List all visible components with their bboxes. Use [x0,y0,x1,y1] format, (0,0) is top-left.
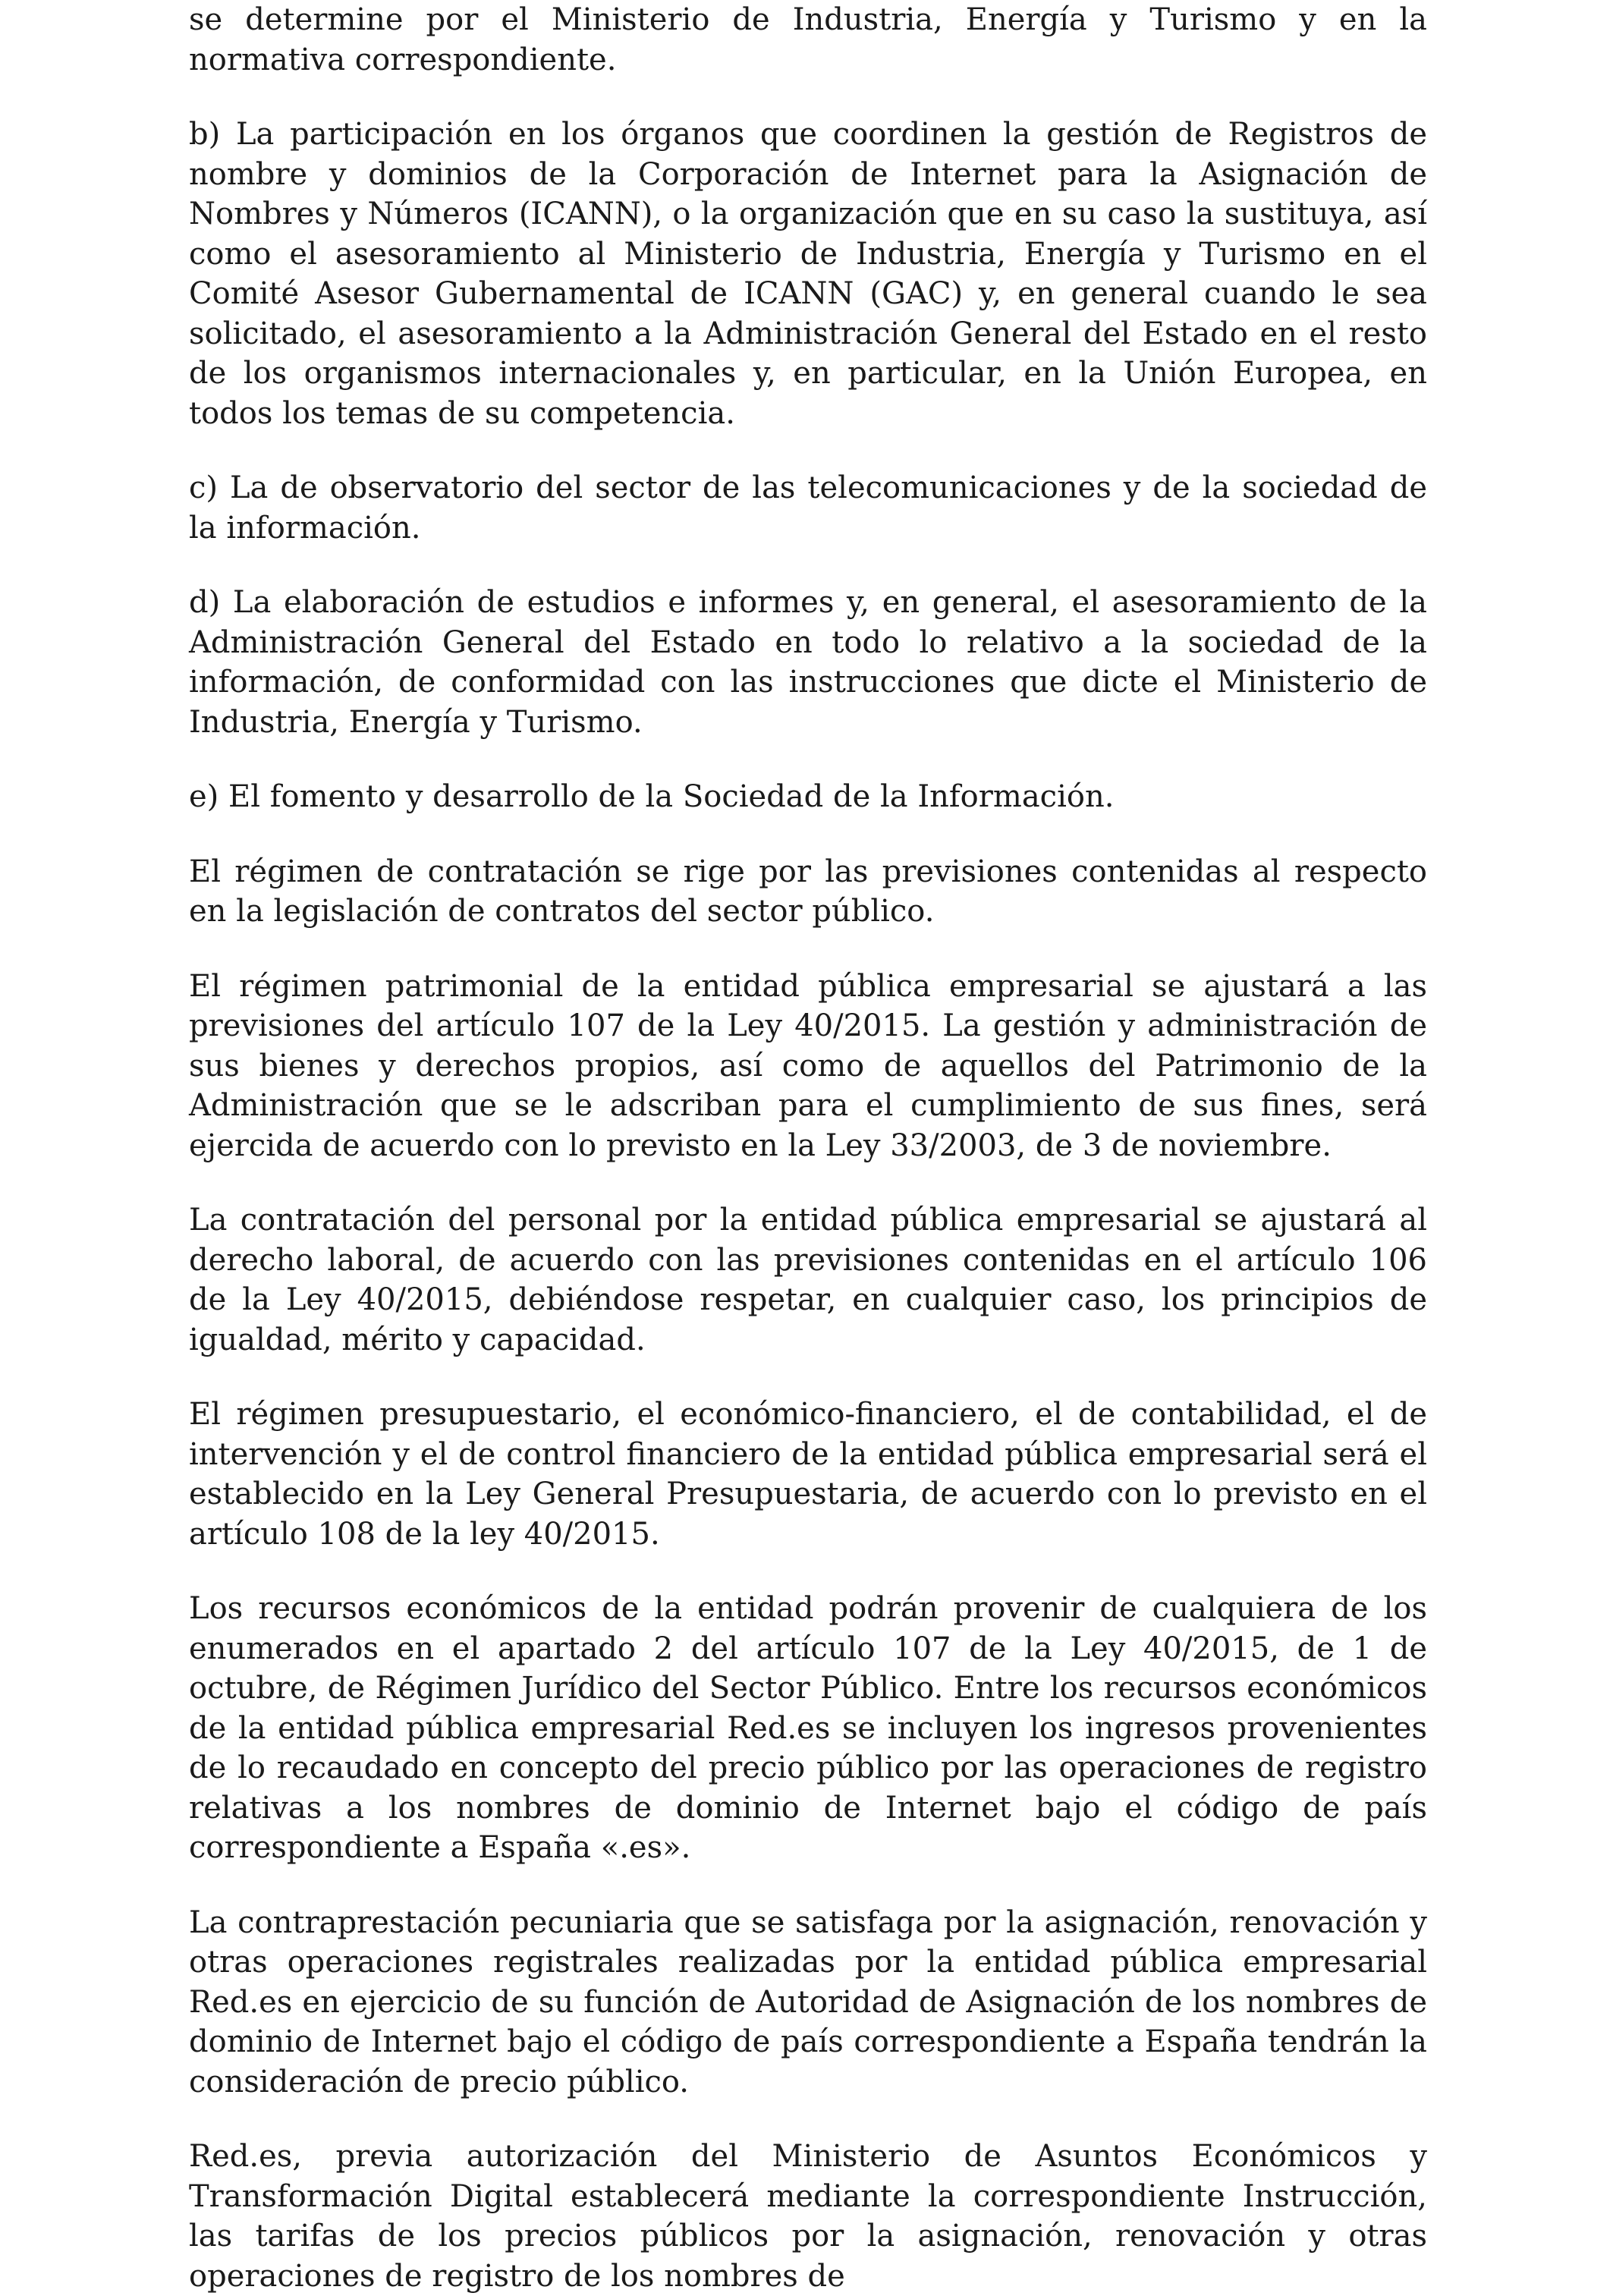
document-page [189,0,1427,2296]
paragraph-contratacion: El régimen de contratación se rige por las previsiones contenidas al respecto en la legislación de contratos del sector público. [189,854,1427,929]
paragraph-red-es-tarifas: Red.es, previa autorización del Ministerio de Asuntos Económicos y Transformación Digital establecerá mediante la correspondiente Instrucción, las tarifas de los precios públicos por la asignación, renovación y otras operaciones de registro de los nombres de [189,2139,1427,2294]
paragraph-item-b: b) La participación en los órganos que coordinen la gestión de Registros de nombre y dominios de la Corporación de Internet para la Asignación de Nombres y Números (ICANN), o la organización que en su caso la sustituya, así como el asesoramiento al Ministerio de Industria, Energía y Turismo en el Comité Asesor Gubernamental de ICANN (GAC) y, en general cuando le sea solicitado, el asesoramiento a la Administración General del Estado en el resto de los organismos internacionales y, en particular, en la Unión Europea, en todos los temas de su competencia. [189,117,1427,431]
paragraph-item-c: c) La de observatorio del sector de las telecomunicaciones y de la sociedad de la información. [189,470,1427,546]
paragraph-item-d: d) La elaboración de estudios e informes y, en general, el asesoramiento de la Administración General del Estado en todo lo relativo a la sociedad de la información, de conformidad con las instrucciones que dicte el Ministerio de Industria, Energía y Turismo. [189,585,1427,740]
paragraph-recursos-economicos: Los recursos económicos de la entidad podrán provenir de cualquiera de los enumerados en el apartado 2 del artículo 107 de la Ley 40/2015, de 1 de octubre, de Régimen Jurídico del Sector Público. Entre los recursos económicos de la entidad pública empresarial Red.es se incluyen los ingresos provenientes de lo recaudado en concepto del precio público por las operaciones de registro relativas a los nombres de dominio de Internet bajo el código de país correspondiente a España «.es». [189,1591,1427,1865]
paragraph-personal: La contratación del personal por la entidad pública empresarial se ajustará al derecho laboral, de acuerdo con las previsiones contenidas en el artículo 106 de la Ley 40/2015, debiéndose respetar, en cualquier caso, los principios de igualdad, mérito y capacidad. [189,1203,1427,1357]
paragraph-contraprestacion: La contraprestación pecuniaria que se satisfaga por la asignación, renovación y otras operaciones registrales realizadas por la entidad pública empresarial Red.es en ejercicio de su función de Autoridad de Asignación de los nombres de dominio de Internet bajo el código de país correspondiente a España tendrán la consideración de precio público. [189,1904,1427,2099]
paragraph-continuation: se determine por el Ministerio de Industria, Energía y Turismo y en la normativa correspondiente. [189,2,1427,77]
paragraph-regimen-patrimonial: El régimen patrimonial de la entidad pública empresarial se ajustará a las previsiones del artículo 107 de la Ley 40/2015. La gestión y administración de sus bienes y derechos propios, así como de aquellos del Patrimonio de la Administración que se le adscriban para el cumplimiento de sus fines, será ejercida de acuerdo con lo previsto en la Ley 33/2003, de 3 de noviembre. [189,968,1427,1163]
paragraph-item-e: e) El fomento y desarrollo de la Sociedad de la Información. [189,779,1115,814]
paragraph-regimen-presupuestario: El régimen presupuestario, el económico-financiero, el de contabilidad, el de intervención y el de control financiero de la entidad pública empresarial será el establecido en la Ley General Presupuestaria, de acuerdo con lo previsto en el artículo 108 de la ley 40/2015. [189,1397,1427,1552]
